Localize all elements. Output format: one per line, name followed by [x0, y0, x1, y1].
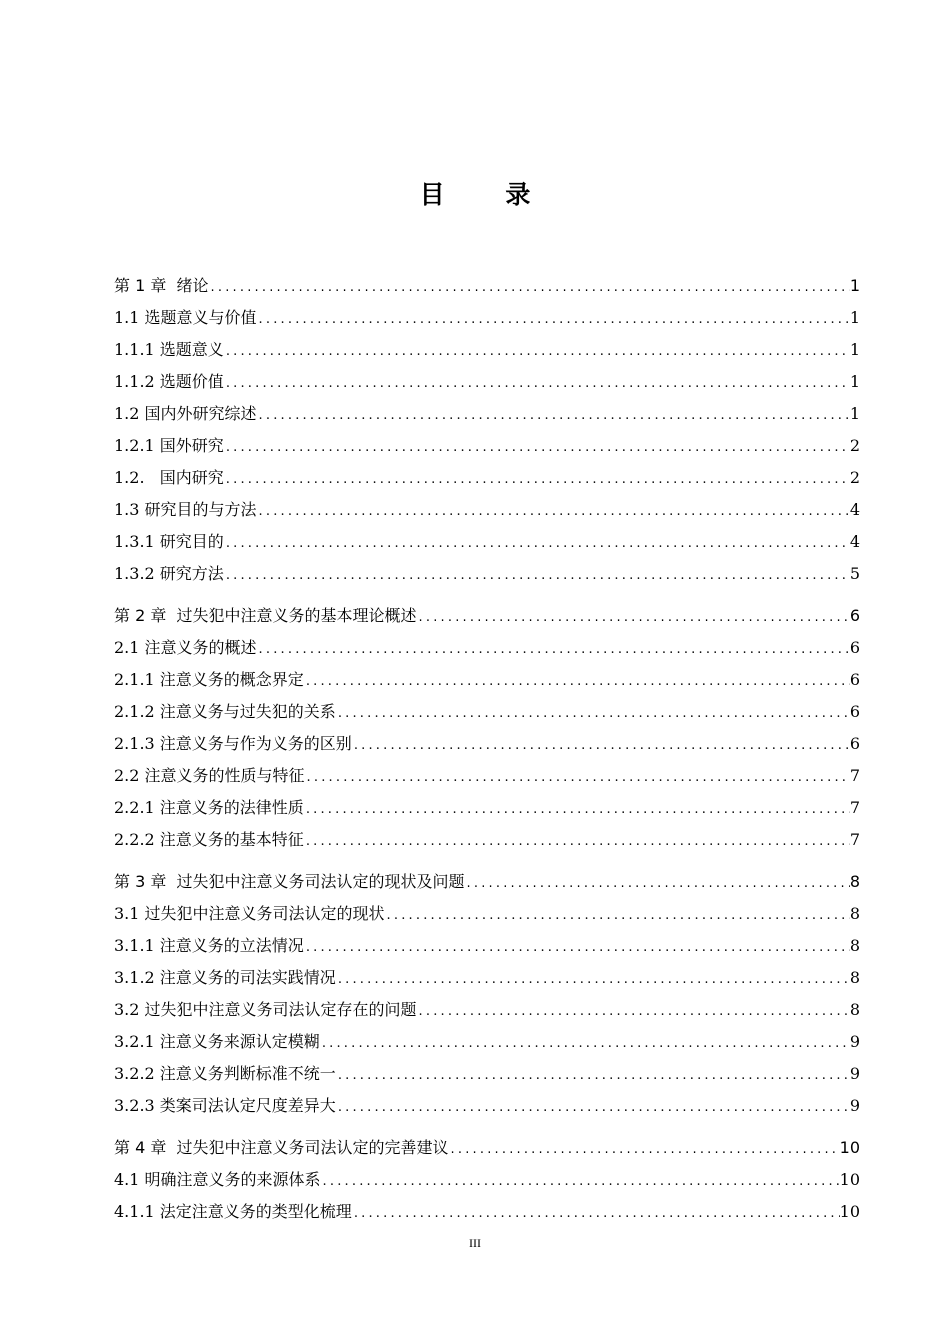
page-number-footer: III — [469, 1236, 481, 1250]
toc-entry-title: 1.1 选题意义与价值 — [114, 308, 257, 327]
toc-entry-title: 第 4 章 过失犯中注意义务司法认定的完善建议 — [114, 1138, 449, 1157]
toc-entry-title: 1.1.2 选题价值 — [114, 372, 224, 391]
toc-page-number: 8 — [849, 1000, 860, 1019]
toc-entry[interactable] — [114, 1090, 860, 1122]
toc-entry-title: 第 2 章 过失犯中注意义务的基本理论概述 — [114, 606, 417, 625]
toc-entry[interactable] — [114, 696, 860, 728]
toc-leader-dots — [257, 634, 850, 664]
toc-entry-title: 1.3.2 研究方法 — [114, 564, 224, 583]
toc-page-number: 5 — [849, 564, 860, 583]
toc-leader-dots — [224, 560, 850, 590]
toc-entry-title: 2.1.1 注意义务的概念界定 — [114, 670, 304, 689]
toc-entry-title: 2.1.2 注意义务与过失犯的关系 — [114, 702, 336, 721]
toc-leader-dots — [224, 432, 850, 462]
toc-leader-dots — [304, 794, 850, 824]
toc-entry[interactable] — [114, 1196, 860, 1228]
toc-entry[interactable] — [114, 302, 860, 334]
table-of-contents — [114, 270, 860, 1228]
toc-page-number: 1 — [849, 308, 860, 327]
toc-entry-title: 3.2.2 注意义务判断标准不统一 — [114, 1064, 336, 1083]
toc-page-number: 7 — [849, 798, 860, 817]
toc-leader-dots — [224, 336, 850, 366]
toc-page-number: 6 — [849, 638, 860, 657]
toc-entry[interactable] — [114, 398, 860, 430]
toc-entry-title: 3.2.3 类案司法认定尺度差异大 — [114, 1096, 336, 1115]
toc-entry[interactable] — [114, 1132, 860, 1164]
toc-leader-dots — [224, 464, 850, 494]
toc-entry[interactable] — [114, 462, 860, 494]
toc-page-number: 9 — [849, 1096, 860, 1115]
toc-leader-dots — [321, 1166, 840, 1196]
toc-page-number: 8 — [849, 904, 860, 923]
toc-entry-title: 4.1.1 法定注意义务的类型化梳理 — [114, 1202, 352, 1221]
toc-entry[interactable] — [114, 760, 860, 792]
toc-page-number: 8 — [849, 872, 860, 891]
toc-entry-title: 3.2 过失犯中注意义务司法认定存在的问题 — [114, 1000, 417, 1019]
toc-page-number: 8 — [849, 936, 860, 955]
toc-page-number: 9 — [849, 1064, 860, 1083]
toc-entry[interactable] — [114, 930, 860, 962]
toc-entry[interactable] — [114, 866, 860, 898]
toc-entry-title: 1.3.1 研究目的 — [114, 532, 224, 551]
toc-leader-dots — [305, 762, 850, 792]
toc-leader-dots — [257, 496, 850, 526]
toc-leader-dots — [304, 932, 850, 962]
toc-leader-dots — [336, 964, 850, 994]
toc-entry[interactable] — [114, 962, 860, 994]
toc-page-number: 10 — [839, 1202, 860, 1221]
toc-entry-title: 3.1.1 注意义务的立法情况 — [114, 936, 304, 955]
toc-leader-dots — [336, 1060, 850, 1090]
toc-page-number: 6 — [849, 606, 860, 625]
toc-entry[interactable] — [114, 1026, 860, 1058]
toc-entry-title: 2.2.2 注意义务的基本特征 — [114, 830, 304, 849]
toc-leader-dots — [224, 368, 850, 398]
toc-leader-dots — [257, 304, 850, 334]
toc-leader-dots — [209, 272, 850, 302]
toc-entry-title: 1.2 国内外研究综述 — [114, 404, 257, 423]
toc-leader-dots — [417, 602, 850, 632]
toc-page-number: 2 — [849, 468, 860, 487]
toc-leader-dots — [449, 1134, 840, 1164]
toc-entry-title: 1.2. 国内研究 — [114, 468, 224, 487]
toc-leader-dots — [224, 528, 850, 558]
toc-entry[interactable] — [114, 430, 860, 462]
toc-entry-title: 3.1 过失犯中注意义务司法认定的现状 — [114, 904, 385, 923]
toc-leader-dots — [304, 666, 850, 696]
toc-page-number: 1 — [849, 276, 860, 295]
toc-page-number: 7 — [849, 766, 860, 785]
toc-page-number: 6 — [849, 702, 860, 721]
toc-entry-title: 1.1.1 选题意义 — [114, 340, 224, 359]
toc-entry[interactable] — [114, 1058, 860, 1090]
toc-entry[interactable] — [114, 792, 860, 824]
toc-entry-title: 第 1 章 绪论 — [114, 276, 209, 295]
toc-entry-title: 4.1 明确注意义务的来源体系 — [114, 1170, 321, 1189]
toc-entry[interactable] — [114, 1164, 860, 1196]
toc-entry-title: 3.1.2 注意义务的司法实践情况 — [114, 968, 336, 987]
toc-page-number: 8 — [849, 968, 860, 987]
toc-page-number: 7 — [849, 830, 860, 849]
toc-page-number: 10 — [839, 1170, 860, 1189]
toc-page-number: 1 — [849, 404, 860, 423]
toc-entry[interactable] — [114, 898, 860, 930]
toc-page-number: 2 — [849, 436, 860, 455]
toc-entry-title: 1.3 研究目的与方法 — [114, 500, 257, 519]
toc-leader-dots — [336, 698, 850, 728]
toc-entry-title: 2.2.1 注意义务的法律性质 — [114, 798, 304, 817]
toc-page-number: 10 — [839, 1138, 860, 1157]
toc-leader-dots — [352, 1198, 840, 1228]
toc-page-number: 4 — [849, 532, 860, 551]
toc-leader-dots — [336, 1092, 850, 1122]
toc-entry[interactable] — [114, 270, 860, 302]
toc-leader-dots — [352, 730, 850, 760]
toc-entry[interactable] — [114, 728, 860, 760]
toc-entry-title: 1.2.1 国外研究 — [114, 436, 224, 455]
toc-leader-dots — [417, 996, 850, 1026]
toc-entry[interactable] — [114, 526, 860, 558]
toc-entry-title: 3.2.1 注意义务来源认定模糊 — [114, 1032, 320, 1051]
toc-entry-title: 2.2 注意义务的性质与特征 — [114, 766, 305, 785]
toc-entry[interactable] — [114, 600, 860, 632]
toc-entry[interactable] — [114, 558, 860, 590]
toc-leader-dots — [257, 400, 850, 430]
page-title: 目 录 — [419, 180, 557, 209]
toc-page-number: 1 — [849, 340, 860, 359]
toc-entry[interactable] — [114, 994, 860, 1026]
toc-page-number: 9 — [849, 1032, 860, 1051]
toc-entry[interactable] — [114, 334, 860, 366]
toc-entry[interactable] — [114, 494, 860, 526]
toc-entry-title: 2.1.3 注意义务与作为义务的区别 — [114, 734, 352, 753]
toc-entry[interactable] — [114, 366, 860, 398]
toc-page-number: 1 — [849, 372, 860, 391]
toc-entry[interactable] — [114, 632, 860, 664]
toc-entry[interactable] — [114, 824, 860, 856]
toc-leader-dots — [304, 826, 850, 856]
toc-leader-dots — [320, 1028, 850, 1058]
toc-page-number: 6 — [849, 670, 860, 689]
toc-entry-title: 第 3 章 过失犯中注意义务司法认定的现状及问题 — [114, 872, 465, 891]
toc-entry[interactable] — [114, 664, 860, 696]
toc-page-number: 6 — [849, 734, 860, 753]
toc-entry-title: 2.1 注意义务的概述 — [114, 638, 257, 657]
toc-page-number: 4 — [849, 500, 860, 519]
toc-leader-dots — [465, 868, 850, 898]
toc-leader-dots — [385, 900, 850, 930]
